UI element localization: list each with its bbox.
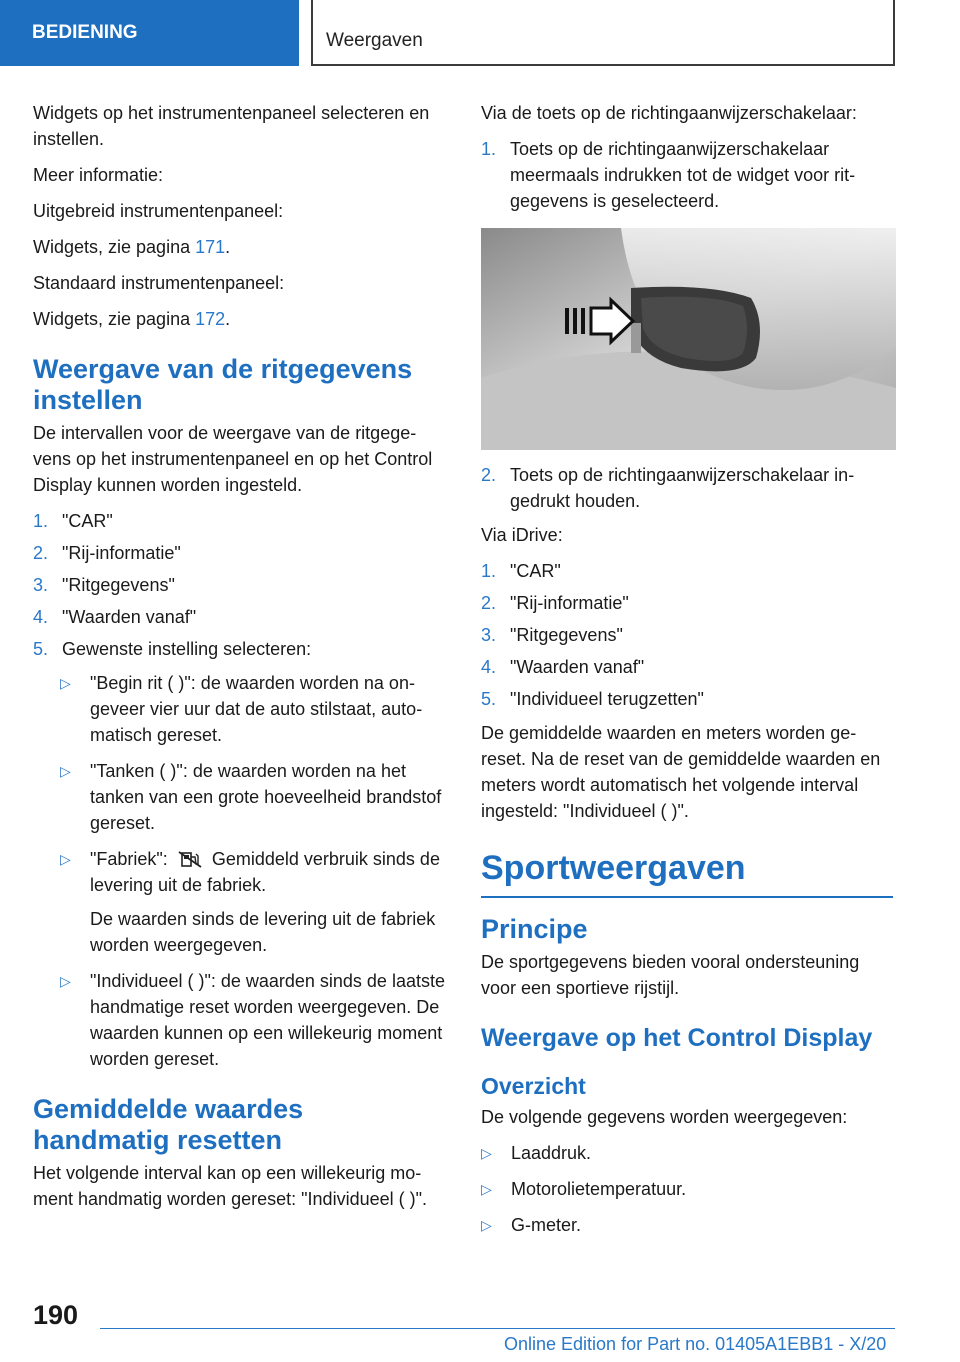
page-title: Weergaven bbox=[326, 30, 423, 51]
heading-control-display: Weergave op het Control Display bbox=[481, 1024, 873, 1052]
step-text: Toets op de richtingaanwijzerschakelaar ingedrukt houden. bbox=[510, 465, 855, 511]
triangle-right-icon: ▷ bbox=[60, 763, 71, 779]
steps-list-toets-2 bbox=[481, 462, 893, 514]
step-number: 3. bbox=[33, 575, 49, 595]
step-text: "Ritgegevens" bbox=[62, 575, 175, 595]
bullet-text: "Tanken ( )": de waarden worden na het tanken van een grote hoeveelheid brandstof gereset. bbox=[90, 761, 442, 833]
heading-overzicht: Overzicht bbox=[481, 1073, 586, 1099]
list-item bbox=[60, 968, 445, 1072]
ritgegevens-text: De intervallen voor de weergave van de ritgegevens op het instrumentenpaneel en op het Control Display kunnen worden ingesteld. bbox=[33, 423, 433, 495]
header-divider-right bbox=[893, 0, 895, 66]
bullet-text: "Individueel ( )": de waarden sinds de laatste handmatige reset worden weergegeven. De waarden kunnen op een willekeurig moment worden gereset. bbox=[90, 971, 445, 1069]
list-item bbox=[481, 590, 893, 616]
overzicht-text: De volgende gegevens worden weergegeven: bbox=[481, 1107, 848, 1127]
triangle-right-icon: ▷ bbox=[60, 851, 71, 867]
section-tab bbox=[0, 0, 299, 66]
heading-ritgegevens: Weergave van de ritgegevens instellen bbox=[33, 354, 413, 415]
left-column bbox=[33, 100, 445, 1222]
triangle-right-icon: ▷ bbox=[60, 675, 71, 691]
step-number: 3. bbox=[481, 625, 497, 645]
list-item bbox=[481, 1176, 893, 1202]
step-number: 1. bbox=[481, 139, 497, 159]
step-number: 4. bbox=[481, 657, 497, 677]
widgets-ext-ref: Widgets, zie pagina 171. bbox=[33, 237, 231, 257]
step-number: 1. bbox=[33, 511, 49, 531]
bullet-suffix: Gemiddeld verbruik sinds de levering uit de fabriek. bbox=[90, 849, 440, 895]
intro-text: Widgets op het instrumentenpaneel selecteren en instellen. bbox=[33, 103, 430, 149]
header-rule bbox=[311, 64, 895, 66]
step-text: "Individueel terugzetten" bbox=[510, 689, 704, 709]
heading-sportweergaven: Sportweergaven bbox=[481, 848, 893, 898]
widgets-std-text: Widgets, zie pagina bbox=[33, 309, 196, 329]
list-item bbox=[481, 1140, 893, 1166]
step-number: 4. bbox=[33, 607, 49, 627]
triangle-right-icon: ▷ bbox=[481, 1181, 492, 1197]
bullet-text: "Begin rit ( )": de waarden worden na ongeveer vier uur dat de auto stilstaat, automatisch gereset. bbox=[90, 673, 423, 745]
right-column bbox=[481, 100, 893, 1248]
list-item bbox=[33, 572, 445, 598]
footer-edition: Online Edition for Part no. 01405A1EBB1 - X/20 bbox=[504, 1334, 887, 1354]
step-text: Toets op de richtingaanwijzerschakelaar meermaals indrukken tot de widget voor ritgegevens is geselecteerd. bbox=[510, 139, 856, 211]
extended-panel-label: Uitgebreid instrumentenpaneel: bbox=[33, 201, 284, 221]
bullet-text: G-meter. bbox=[511, 1215, 582, 1235]
reset-text: Het volgende interval kan op een willekeurig moment handmatig worden gereset: "Individueel ( )". bbox=[33, 1163, 427, 1209]
step-number: 2. bbox=[481, 593, 497, 613]
steps-list-left bbox=[33, 508, 445, 662]
header-divider bbox=[311, 0, 313, 66]
standard-panel-label: Standaard instrumentenpaneel: bbox=[33, 273, 285, 293]
bullet-subtext: De waarden sinds de levering uit de fabriek worden weergegeven. bbox=[90, 909, 436, 955]
list-item bbox=[481, 686, 893, 712]
triangle-right-icon: ▷ bbox=[481, 1145, 492, 1161]
steps-list-toets bbox=[481, 136, 893, 214]
step-text: "Waarden vanaf" bbox=[510, 657, 645, 677]
list-item bbox=[33, 508, 445, 534]
bullet-text: Laaddruk. bbox=[511, 1143, 592, 1163]
via-toets-label: Via de toets op de richtingaanwijzerschakelaar: bbox=[481, 103, 857, 123]
footer-rule bbox=[100, 1328, 895, 1329]
bullet-prefix: "Fabriek": bbox=[90, 849, 168, 869]
heading-reset: Gemiddelde waardes handmatig resetten bbox=[33, 1094, 304, 1155]
bullet-list-left bbox=[60, 670, 445, 1072]
step-text: "Ritgegevens" bbox=[510, 625, 623, 645]
triangle-right-icon: ▷ bbox=[481, 1217, 492, 1233]
step-text: "Rij-informatie" bbox=[510, 593, 629, 613]
step-number: 5. bbox=[33, 639, 49, 659]
step-text: "Rij-informatie" bbox=[62, 543, 181, 563]
list-item bbox=[33, 540, 445, 566]
heading-principe: Principe bbox=[481, 914, 588, 944]
list-item bbox=[481, 558, 893, 584]
list-item bbox=[481, 654, 893, 680]
list-item bbox=[481, 1212, 893, 1238]
list-item bbox=[60, 670, 445, 748]
step-number: 1. bbox=[481, 561, 497, 581]
principe-text: De sportgegevens bieden vooral ondersteuning voor een sportieve rijstijl. bbox=[481, 952, 860, 998]
gemiddelde-text: De gemiddelde waarden en meters worden gereset. Na de reset van de gemiddelde waarden en meters wordt automatisch het volgende interval ingesteld: "Individueel ( )". bbox=[481, 723, 881, 821]
turn-signal-switch-image bbox=[481, 228, 896, 450]
step-text: Gewenste instelling selecteren: bbox=[62, 639, 312, 659]
triangle-right-icon: ▷ bbox=[60, 973, 71, 989]
bullet-text: Motorolietemperatuur. bbox=[511, 1179, 687, 1199]
steps-list-idrive bbox=[481, 558, 893, 712]
list-item bbox=[33, 604, 445, 630]
page-link-171[interactable]: 171 bbox=[195, 237, 226, 257]
page-number: 190 bbox=[33, 1300, 79, 1330]
widgets-ext-text: Widgets, zie pagina bbox=[33, 237, 196, 257]
step-text: "Waarden vanaf" bbox=[62, 607, 197, 627]
more-info-label: Meer informatie: bbox=[33, 165, 164, 185]
section-label: BEDIENING bbox=[32, 22, 138, 43]
list-item bbox=[481, 622, 893, 648]
list-item bbox=[481, 136, 893, 214]
step-number: 2. bbox=[481, 465, 497, 485]
switch-illustration bbox=[481, 228, 896, 450]
fuel-pump-crossed-icon bbox=[177, 850, 203, 868]
list-item bbox=[33, 636, 445, 662]
step-number: 2. bbox=[33, 543, 49, 563]
bullet-list-right bbox=[481, 1140, 893, 1238]
widgets-std-ref: Widgets, zie pagina 172. bbox=[33, 309, 231, 329]
list-item bbox=[481, 462, 893, 514]
via-idrive-label: Via iDrive: bbox=[481, 525, 563, 545]
step-text: "CAR" bbox=[62, 511, 113, 531]
list-item bbox=[60, 846, 445, 958]
page-link-172[interactable]: 172 bbox=[195, 309, 226, 329]
step-text: "CAR" bbox=[510, 561, 561, 581]
list-item bbox=[60, 758, 445, 836]
step-number: 5. bbox=[481, 689, 497, 709]
